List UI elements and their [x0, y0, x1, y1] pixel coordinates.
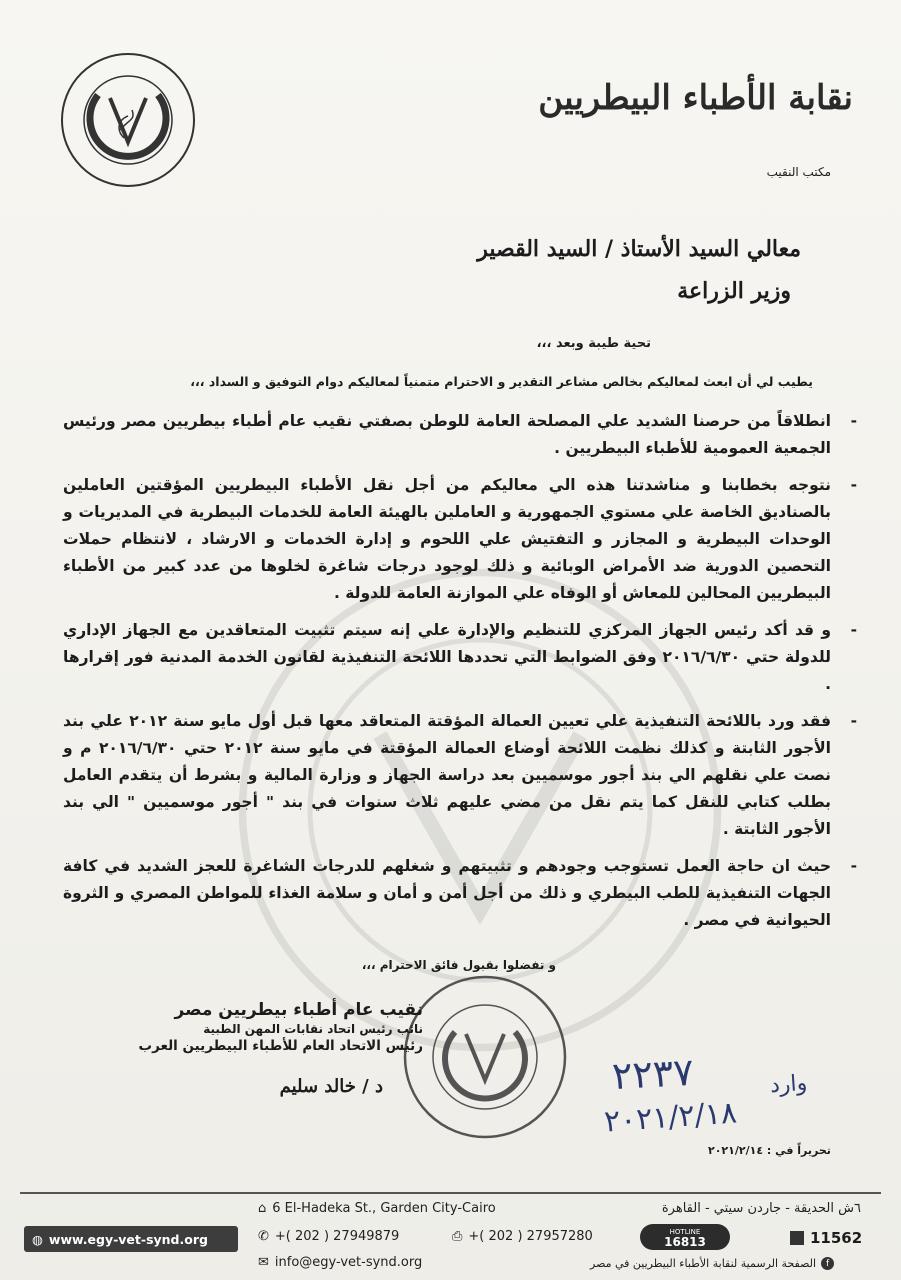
- facebook-text[interactable]: الصفحة الرسمية لنقابة الأطباء البيطريين في مصر: [590, 1257, 817, 1270]
- signature-block: [139, 1000, 423, 1097]
- signatory-title: نقيب عام أطباء بيطريين مصر: [174, 1000, 423, 1020]
- written-date: تحريراً في : ٢٠٢١/٢/١٤: [708, 1144, 831, 1157]
- addressee-title: وزير الزراعة: [677, 278, 791, 304]
- website-link[interactable]: www.egy-vet-synd.org: [48, 1231, 208, 1247]
- bullet-dash: -: [850, 857, 857, 875]
- address-en: [258, 1201, 496, 1216]
- hotline-number[interactable]: 16813: [664, 1235, 706, 1249]
- syndicate-logo-text: نقابة الأطباء البيطريين: [538, 78, 853, 118]
- closing-line: و تفضلوا بقبول فائق الاحترام ،،،: [361, 958, 556, 972]
- website-badge[interactable]: [24, 1226, 238, 1252]
- email[interactable]: [258, 1255, 422, 1270]
- phone-2-text[interactable]: +( 202 ) 27957280: [468, 1229, 593, 1244]
- letter-body: [63, 408, 863, 944]
- addressee: [477, 228, 801, 312]
- handwritten-number: ٢٢٣٧: [610, 1049, 695, 1099]
- paragraph-text: انطلاقاً من حرصنا الشديد علي المصلحة العامة للوطن بصفتي نقيب عام أطباء بيطريين مصر ورئيس الجمعية العمومية للأطباء البيطريين .: [63, 412, 831, 457]
- phone-1-text[interactable]: +( 202 ) 27949879: [274, 1229, 400, 1244]
- phone-icon: ✆: [258, 1229, 269, 1244]
- addressee-name: معالي السيد الأستاذ / السيد القصير: [477, 236, 801, 262]
- fax[interactable]: [452, 1229, 593, 1244]
- greeting: تحية طيبة وبعد ،،،: [536, 336, 651, 351]
- po-box-number: 11562: [810, 1229, 863, 1247]
- address-en-text: 6 El-Hadeka St., Garden City-Cairo: [272, 1201, 496, 1216]
- po-box: [790, 1229, 862, 1247]
- paragraph-3: [63, 617, 863, 698]
- signatory-role-1: نائب رئيس اتحاد نقابات المهن الطبية: [203, 1022, 423, 1036]
- handwritten-date: ٢٠٢١/٢/١٨: [602, 1095, 739, 1140]
- paragraph-2: [63, 472, 863, 607]
- office-label: مكتب النقيب: [766, 165, 831, 179]
- intro-line: يطيب لي أن ابعث لمعاليكم بخالص مشاعر التقدير و الاحترام متمنياً لمعاليكم دوام التوفيق و السداد ،،،: [190, 374, 813, 389]
- paragraph-5: [63, 853, 863, 934]
- bullet-dash: -: [850, 476, 857, 494]
- paragraph-1: [63, 408, 863, 462]
- mail-icon: ✉: [258, 1255, 269, 1270]
- bullet-dash: -: [850, 621, 857, 639]
- hotline-label: HOTLINE: [669, 1228, 701, 1236]
- fax-icon: ⎙: [452, 1229, 463, 1244]
- hotline-badge[interactable]: [640, 1224, 730, 1250]
- address-ar: ٦ش الحديقة - جاردن سيتي - القاهرة: [661, 1201, 861, 1216]
- signatory-name: د / خالد سليم: [279, 1076, 383, 1097]
- mailbox-icon: [790, 1231, 804, 1245]
- paragraph-text: حيث ان حاجة العمل تستوجب وجودهم و تثبيتهم و شغلهم للدرجات الشاغرة للعجز الشديد في كافة الجهات التنفيذية للطب البيطري و ذلك من أجل أمن و أمان و سلامة الغذاء للمواطن المصري و الثروة الحيوانية في مصر .: [63, 857, 831, 929]
- syndicate-seal-icon: [58, 50, 198, 190]
- stamp-seal-icon: [400, 972, 570, 1142]
- signatory-role-2: رئيس الاتحاد العام للأطباء البيطريين العرب: [138, 1038, 423, 1054]
- home-icon: ⌂: [258, 1201, 267, 1216]
- facebook-icon: f: [821, 1257, 834, 1270]
- handwritten-label: وارد: [769, 1070, 808, 1099]
- paragraph-text: نتوجه بخطابنا و مناشدتنا هذه الي معاليكم من أجل نقل الأطباء البيطريين المؤقتين العاملين بالصناديق الخاصة علي مستوي الجمهورية و العاملين بالهيئة العامة للخدمات البيطرية في المديريات و الوحدات البيطرية و المجازر و التفتيش علي اللحوم و إدارة الخدمات و الارشاد ، لانتظام حملات التحصين الدورية ضد الأمراض الوبائية و ذلك لوجود درجات شاغرة لخلوها من عدد كبير من الأطباء البيطريين المحالين للمعاش أو الوفاه علي الموازنة العامة للدولة .: [63, 476, 831, 602]
- phone-1[interactable]: [258, 1229, 399, 1244]
- globe-icon: ◍: [32, 1231, 43, 1247]
- paragraph-text: فقد ورد باللائحة التنفيذية علي تعيين العمالة المؤقتة المتعاقد معها قبل أول مايو سنة ٢٠١٢ علي بند الأجور الثابتة و كذلك نظمت اللائحة أوضاع العمالة المؤقتة في مايو سنة ٢٠١٢ حتي ٢٠١٦/٦/٣٠ م و نصت علي نقلهم الي بند أجور موسميين بعد دراسة الجهاز و وزارة المالية و بشرط أن يتقدم العامل بطلب كتابي للنقل كما يتم نقل من مضي عليهم ثلاث سنوات في بند " أجور موسميين " الي بند الأجور الثابتة .: [63, 712, 831, 838]
- email-text[interactable]: info@egy-vet-synd.org: [274, 1255, 423, 1270]
- paragraph-text: و قد أكد رئيس الجهاز المركزي للتنظيم والإدارة علي إنه سيتم تثبيت المتعاقدين مع الجهاز الإداري للدولة حتي ٢٠١٦/٦/٣٠ وفق الضوابط التي تحددها اللائحة التنفيذية لقانون الخدمة المدنية فور إقرارها .: [63, 621, 831, 693]
- facebook-page[interactable]: [590, 1257, 834, 1270]
- bullet-dash: -: [850, 412, 857, 430]
- paragraph-4: [63, 708, 863, 843]
- footer-divider: [20, 1192, 881, 1194]
- bullet-dash: -: [850, 712, 857, 730]
